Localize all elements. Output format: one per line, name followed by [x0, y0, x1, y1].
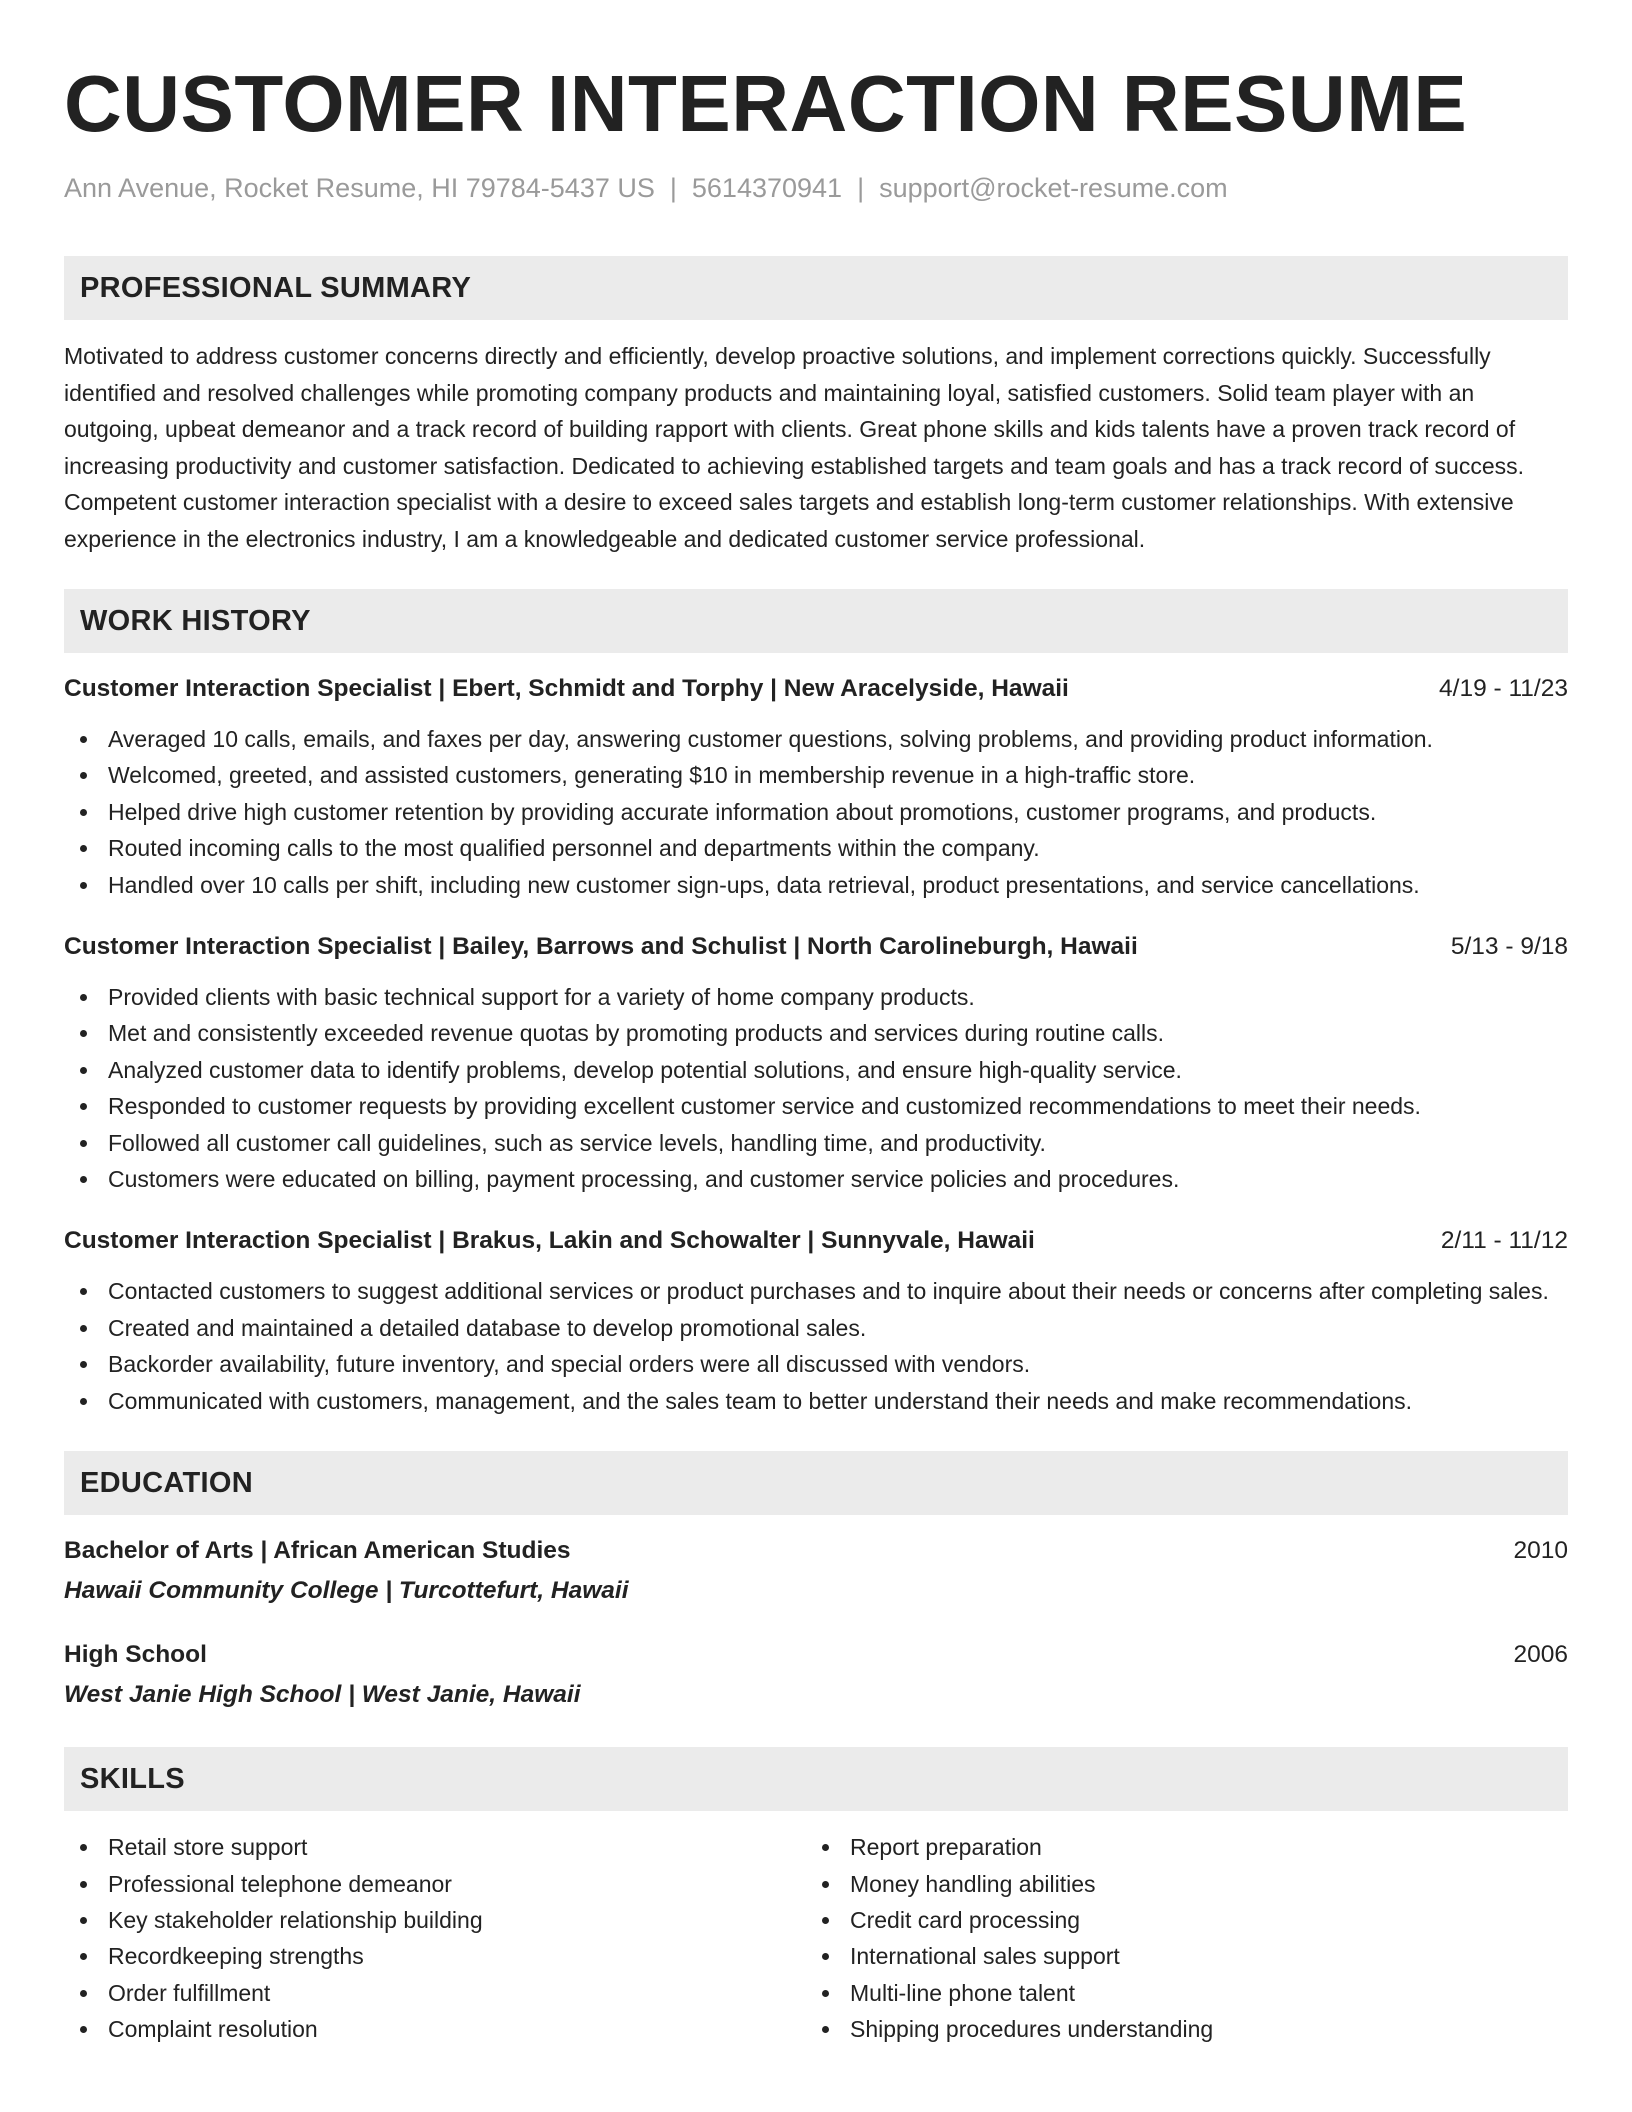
skills-list-left — [64, 1829, 806, 2047]
skill-item: Multi-line phone talent — [806, 1975, 1548, 2011]
contact-phone: 5614370941 — [691, 173, 843, 203]
job-title: Customer Interaction Specialist | Ebert, Schmidt and Torphy | New Aracelyside, Hawaii — [64, 675, 1069, 702]
job-bullet: Responded to customer requests by providing excellent customer service and customized recommendations to meet their needs. — [64, 1088, 1568, 1124]
education-school: Hawaii Community College | Turcottefurt, Hawaii — [64, 1577, 629, 1605]
contact-line — [64, 170, 1568, 206]
skill-item: Shipping procedures understanding — [806, 2011, 1548, 2047]
skill-item: Order fulfillment — [64, 1975, 806, 2011]
job-title: Customer Interaction Specialist | Brakus, Lakin and Schowalter | Sunnyvale, Hawaii — [64, 1227, 1035, 1255]
education-header — [64, 1637, 1568, 1673]
education-header — [64, 1533, 1568, 1569]
job-bullet: Averaged 10 calls, emails, and faxes per day, answering customer questions, solving problems, and providing product information. — [64, 721, 1568, 757]
job-bullet: Customers were educated on billing, payment processing, and customer service policies and procedures. — [64, 1161, 1568, 1197]
section-heading-work-history: WORK HISTORY — [64, 589, 1568, 653]
skill-item: International sales support — [806, 1938, 1548, 1974]
skill-item: Money handling abilities — [806, 1866, 1548, 1902]
job-dates: 2/11 - 11/12 — [1440, 1227, 1568, 1255]
contact-address: Ann Avenue, Rocket Resume, HI 79784-5437 US — [64, 173, 655, 203]
section-heading-summary: PROFESSIONAL SUMMARY — [64, 256, 1568, 320]
job-bullet: Routed incoming calls to the most qualified personnel and departments within the company. — [64, 830, 1568, 866]
summary-text: Motivated to address customer concerns directly and efficiently, develop proactive solutions, and implement corrections quickly. Successfully identified and resolved challenges while promoting company products and maintaining loyal, satisfied customers. Solid team player with an outgoing, upbeat demeanor and a track record of building rapport with clients. Great phone skills and kids talents have a proven track record of increasing productivity and customer satisfaction. Dedicated to achieving established targets and team goals and has a track record of success. Competent customer interaction specialist with a desire to exceed sales targets and establish long-term customer relationships. With extensive experience in the electronics industry, I am a knowledgeable and dedicated customer service professional. — [64, 343, 1525, 552]
education-entry — [64, 1533, 1568, 1609]
job-bullet: Helped drive high customer retention by providing accurate information about promotions, customer programs, and products. — [64, 794, 1568, 830]
job-entry — [64, 1223, 1568, 1419]
job-bullet: Backorder availability, future inventory, and special orders were all discussed with vendors. — [64, 1346, 1568, 1382]
skill-item: Key stakeholder relationship building — [64, 1902, 806, 1938]
education-year: 2010 — [1513, 1537, 1568, 1565]
job-bullet: Followed all customer call guidelines, such as service levels, handling time, and productivity. — [64, 1125, 1568, 1161]
section-heading-skills: SKILLS — [64, 1747, 1568, 1811]
job-bullet-list — [64, 979, 1568, 1197]
skill-item: Credit card processing — [806, 1902, 1548, 1938]
skill-item: Retail store support — [64, 1829, 806, 1865]
education-degree: Bachelor of Arts | African American Studies — [64, 1537, 571, 1565]
job-header — [64, 1223, 1568, 1259]
skills-columns — [64, 1829, 1568, 2047]
education-degree: High School — [64, 1641, 207, 1669]
skill-item: Recordkeeping strengths — [64, 1938, 806, 1974]
skills-list-right — [806, 1829, 1548, 2047]
job-bullet: Communicated with customers, management, and the sales team to better understand their needs and make recommendations. — [64, 1383, 1568, 1419]
skill-item: Complaint resolution — [64, 2011, 806, 2047]
education-entry — [64, 1637, 1568, 1713]
job-bullet: Analyzed customer data to identify problems, develop potential solutions, and ensure high-quality service. — [64, 1052, 1568, 1088]
job-dates: 5/13 - 9/18 — [1450, 933, 1568, 961]
section-heading-education: EDUCATION — [64, 1451, 1568, 1515]
job-bullet: Provided clients with basic technical support for a variety of home company products. — [64, 979, 1568, 1015]
job-bullet: Handled over 10 calls per shift, including new customer sign-ups, data retrieval, product presentations, and service cancellations. — [64, 867, 1568, 903]
job-title: Customer Interaction Specialist | Bailey, Barrows and Schulist | North Carolineburgh, Hawaii — [64, 933, 1138, 961]
contact-separator: | — [669, 173, 677, 203]
job-header — [64, 929, 1568, 965]
education-year: 2006 — [1513, 1641, 1568, 1669]
job-entry — [64, 929, 1568, 1197]
job-bullet: Created and maintained a detailed database to develop promotional sales. — [64, 1310, 1568, 1346]
contact-email: support@rocket-resume.com — [879, 173, 1228, 203]
job-bullet: Welcomed, greeted, and assisted customers, generating $10 in membership revenue in a high-traffic store. — [64, 757, 1568, 793]
job-bullet: Met and consistently exceeded revenue quotas by promoting products and services during routine calls. — [64, 1015, 1568, 1051]
job-header — [64, 671, 1568, 707]
job-dates: 4/19 - 11/23 — [1439, 675, 1568, 702]
job-bullet-list — [64, 721, 1568, 903]
resume-title: CUSTOMER INTERACTION RESUME — [64, 59, 1468, 148]
job-bullet: Contacted customers to suggest additional services or product purchases and to inquire about their needs or concerns after completing sales. — [64, 1273, 1568, 1309]
skill-item: Report preparation — [806, 1829, 1548, 1865]
skill-item: Professional telephone demeanor — [64, 1866, 806, 1902]
contact-separator: | — [857, 173, 865, 203]
education-school: West Janie High School | West Janie, Hawaii — [64, 1681, 581, 1709]
job-entry — [64, 671, 1568, 903]
job-bullet-list — [64, 1273, 1568, 1419]
